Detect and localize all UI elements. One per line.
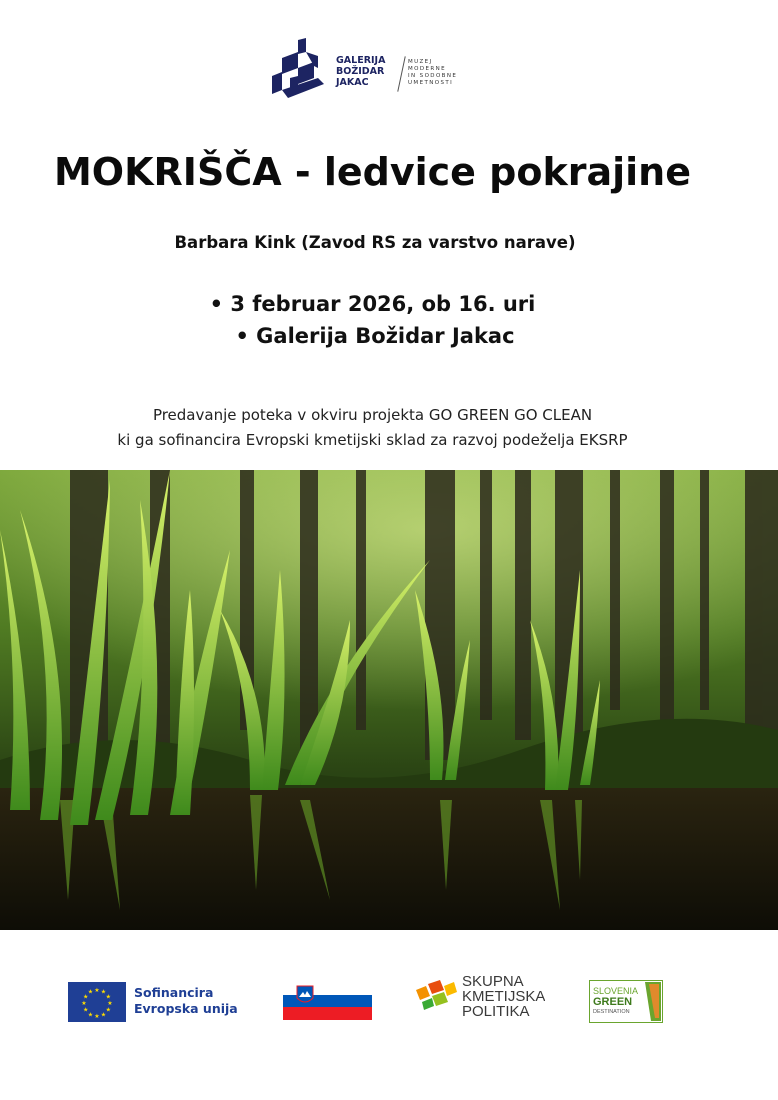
svg-text:★: ★	[94, 987, 100, 994]
eu-cofunding-label	[134, 985, 238, 1017]
gallery-subtitle	[408, 59, 457, 87]
logo-sub-line: UMETNOSTI	[408, 80, 454, 86]
logo-line: BOŽIDAR	[336, 66, 385, 77]
speaker: Barbara Kink (Zavod RS za varstvo narave)	[174, 233, 576, 252]
svg-text:★: ★	[87, 988, 94, 996]
event-title: MOKRIŠČA - ledvice pokrajine	[53, 150, 692, 194]
sgd-line: DESTINATION	[593, 1009, 630, 1015]
sgd-line: SLOVENIA	[593, 986, 639, 996]
slovenia-green-destination-logo	[589, 980, 663, 1023]
eu-flag-icon	[68, 982, 126, 1022]
svg-text:★: ★	[94, 1013, 100, 1020]
wetland-photo	[0, 470, 778, 930]
eu-text-line: Sofinancira	[134, 985, 214, 1000]
skp-logo-icon	[412, 976, 458, 1012]
event-venue: • Galerija Božidar Jakac	[235, 324, 515, 348]
logo-sub-line: IN SODOBNE	[408, 73, 458, 79]
svg-text:★: ★	[105, 1006, 111, 1014]
logo-line: JAKAC	[336, 77, 369, 88]
gallery-logo	[268, 38, 468, 104]
skp-line: SKUPNA	[462, 974, 524, 990]
svg-text:★: ★	[87, 1011, 94, 1019]
description-line: Predavanje poteka v okviru projekta GO GREEN GO CLEAN	[152, 406, 593, 424]
gallery-name	[336, 55, 385, 88]
eu-text-line: Evropska unija	[134, 1001, 238, 1016]
skp-line: KMETIJSKA	[462, 988, 546, 1005]
svg-text:★: ★	[83, 1006, 89, 1014]
slovenia-flag-icon	[283, 982, 372, 1020]
description-line: ki ga sofinancira Evropski kmetijski sklad za razvoj podeželja EKSRP	[117, 431, 628, 449]
svg-text:★: ★	[105, 993, 111, 1001]
sgd-line: GREEN	[593, 996, 633, 1008]
logo-sub-line: MODERNE	[408, 66, 446, 72]
svg-text:★: ★	[100, 1011, 107, 1019]
svg-text:★: ★	[81, 1000, 87, 1007]
logo-sub-line: MUZEJ	[408, 59, 433, 65]
skp-label	[462, 974, 545, 1019]
eu-stars-icon	[68, 982, 126, 1022]
svg-text:★: ★	[107, 1000, 113, 1007]
logo-line: GALERIJA	[336, 55, 386, 66]
gallery-emblem-icon	[268, 38, 332, 104]
logo-divider	[397, 56, 405, 91]
svg-text:★: ★	[100, 988, 107, 996]
svg-text:★: ★	[83, 993, 89, 1001]
skp-line: POLITIKA	[462, 1003, 530, 1019]
event-date: • 3 februar 2026, ob 16. uri	[209, 292, 536, 316]
